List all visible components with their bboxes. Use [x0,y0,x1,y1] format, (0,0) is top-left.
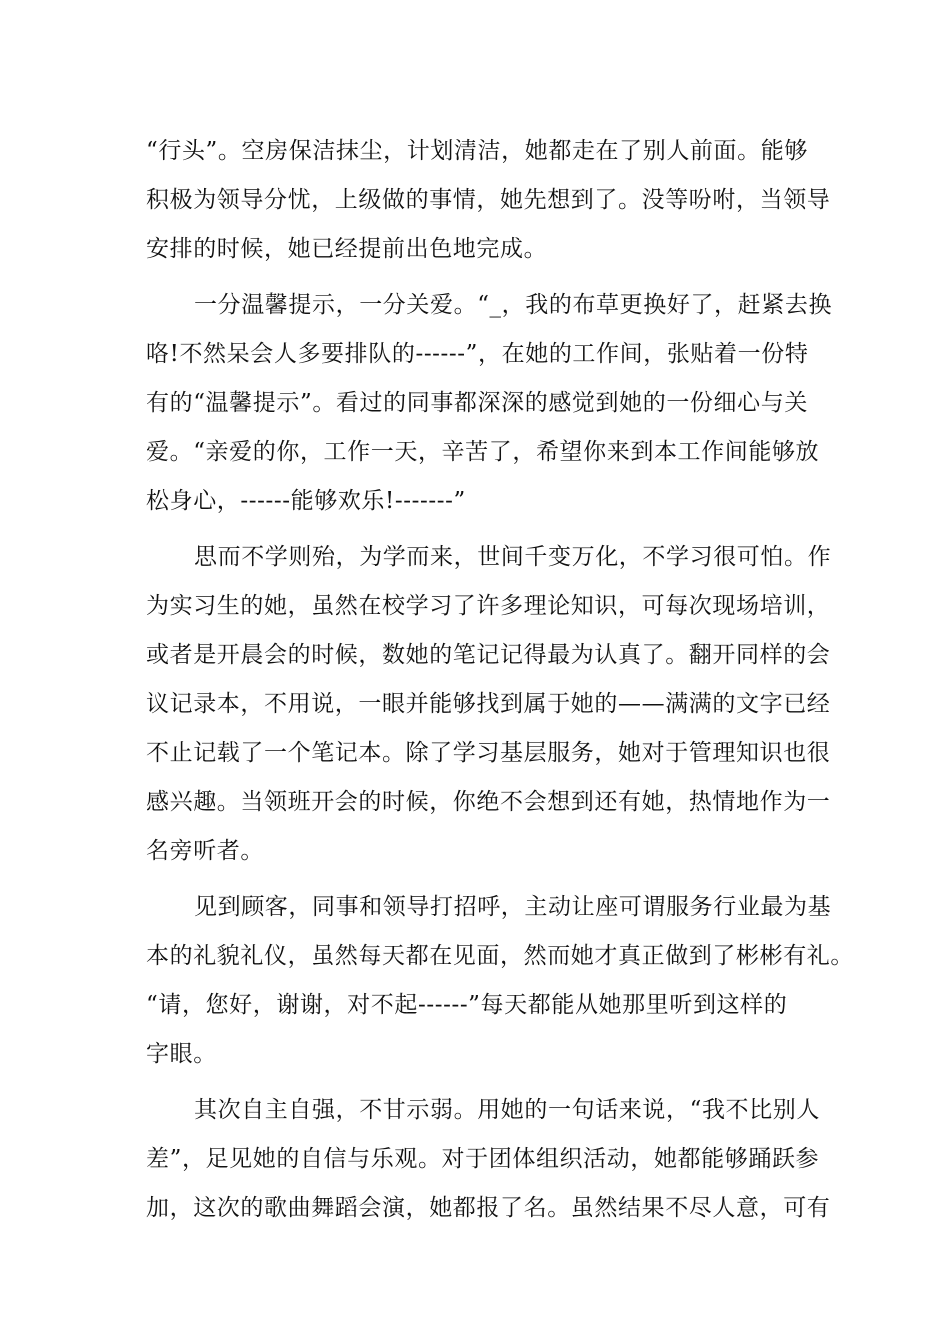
text-line: 松身心，------能够欢乐!-------” [146,488,466,514]
text-line: 其次自主自强，不甘示弱。用她的一句话来说，“我不比别人 [194,1097,820,1123]
text-line: 爱。“亲爱的你，工作一天，辛苦了，希望你来到本工作间能够放 [146,439,820,465]
text-line: 见到顾客，同事和领导打招呼，主动让座可谓服务行业最为基 [194,894,832,920]
paragraph [146,883,854,1079]
text-line: 为实习生的她，虽然在校学习了许多理论知识，可每次现场培训， [146,593,831,619]
text-line: 差”，足见她的自信与乐观。对于团体组织活动，她都能够踊跃参 [146,1146,820,1172]
text-line: 加，这次的歌曲舞蹈会演，她都报了名。虽然结果不尽人意，可有 [146,1195,831,1221]
paragraph [146,1086,831,1233]
text-line: 不止记载了一个笔记本。除了学习基层服务，她对于管理知识也很 [146,740,831,766]
text-line: 安排的时候，她已经提前出色地完成。 [146,236,548,262]
text-line: 字眼。 [146,1041,217,1067]
paragraph [146,533,832,876]
document-body [146,127,854,1233]
text-line: “行头”。空房保洁抹尘，计划清洁，她都走在了别人前面。能够 [146,138,808,164]
paragraph [146,281,833,526]
text-line: 积极为领导分忧，上级做的事情，她先想到了。没等吩咐，当领导 [146,187,831,213]
text-line: 本的礼貌礼仪，虽然每天都在见面，然而她才真正做到了彬彬有礼。 [146,943,854,969]
paragraph [146,127,831,274]
text-line: 有的“温馨提示”。看过的同事都深深的感觉到她的一份细心与关 [146,390,808,416]
text-line: 咯!不然呆会人多要排队的------”，在她的工作间，张贴着一份特 [146,341,809,367]
text-line: 一分温馨提示，一分关爱。“_，我的布草更换好了，赶紧去换 [194,292,833,318]
text-line: 议记录本，不用说，一眼并能够找到属于她的——满满的文字已经 [146,691,831,717]
text-line: 或者是开晨会的时候，数她的笔记记得最为认真了。翻开同样的会 [146,642,831,668]
text-line: 感兴趣。当领班开会的时候，你绝不会想到还有她，热情地作为一 [146,789,831,815]
text-line: “请，您好，谢谢，对不起------”每天都能从她那里听到这样的 [146,992,788,1018]
text-line: 名旁听者。 [146,838,264,864]
text-line: 思而不学则殆，为学而来，世间千变万化，不学习很可怕。作 [194,544,832,570]
